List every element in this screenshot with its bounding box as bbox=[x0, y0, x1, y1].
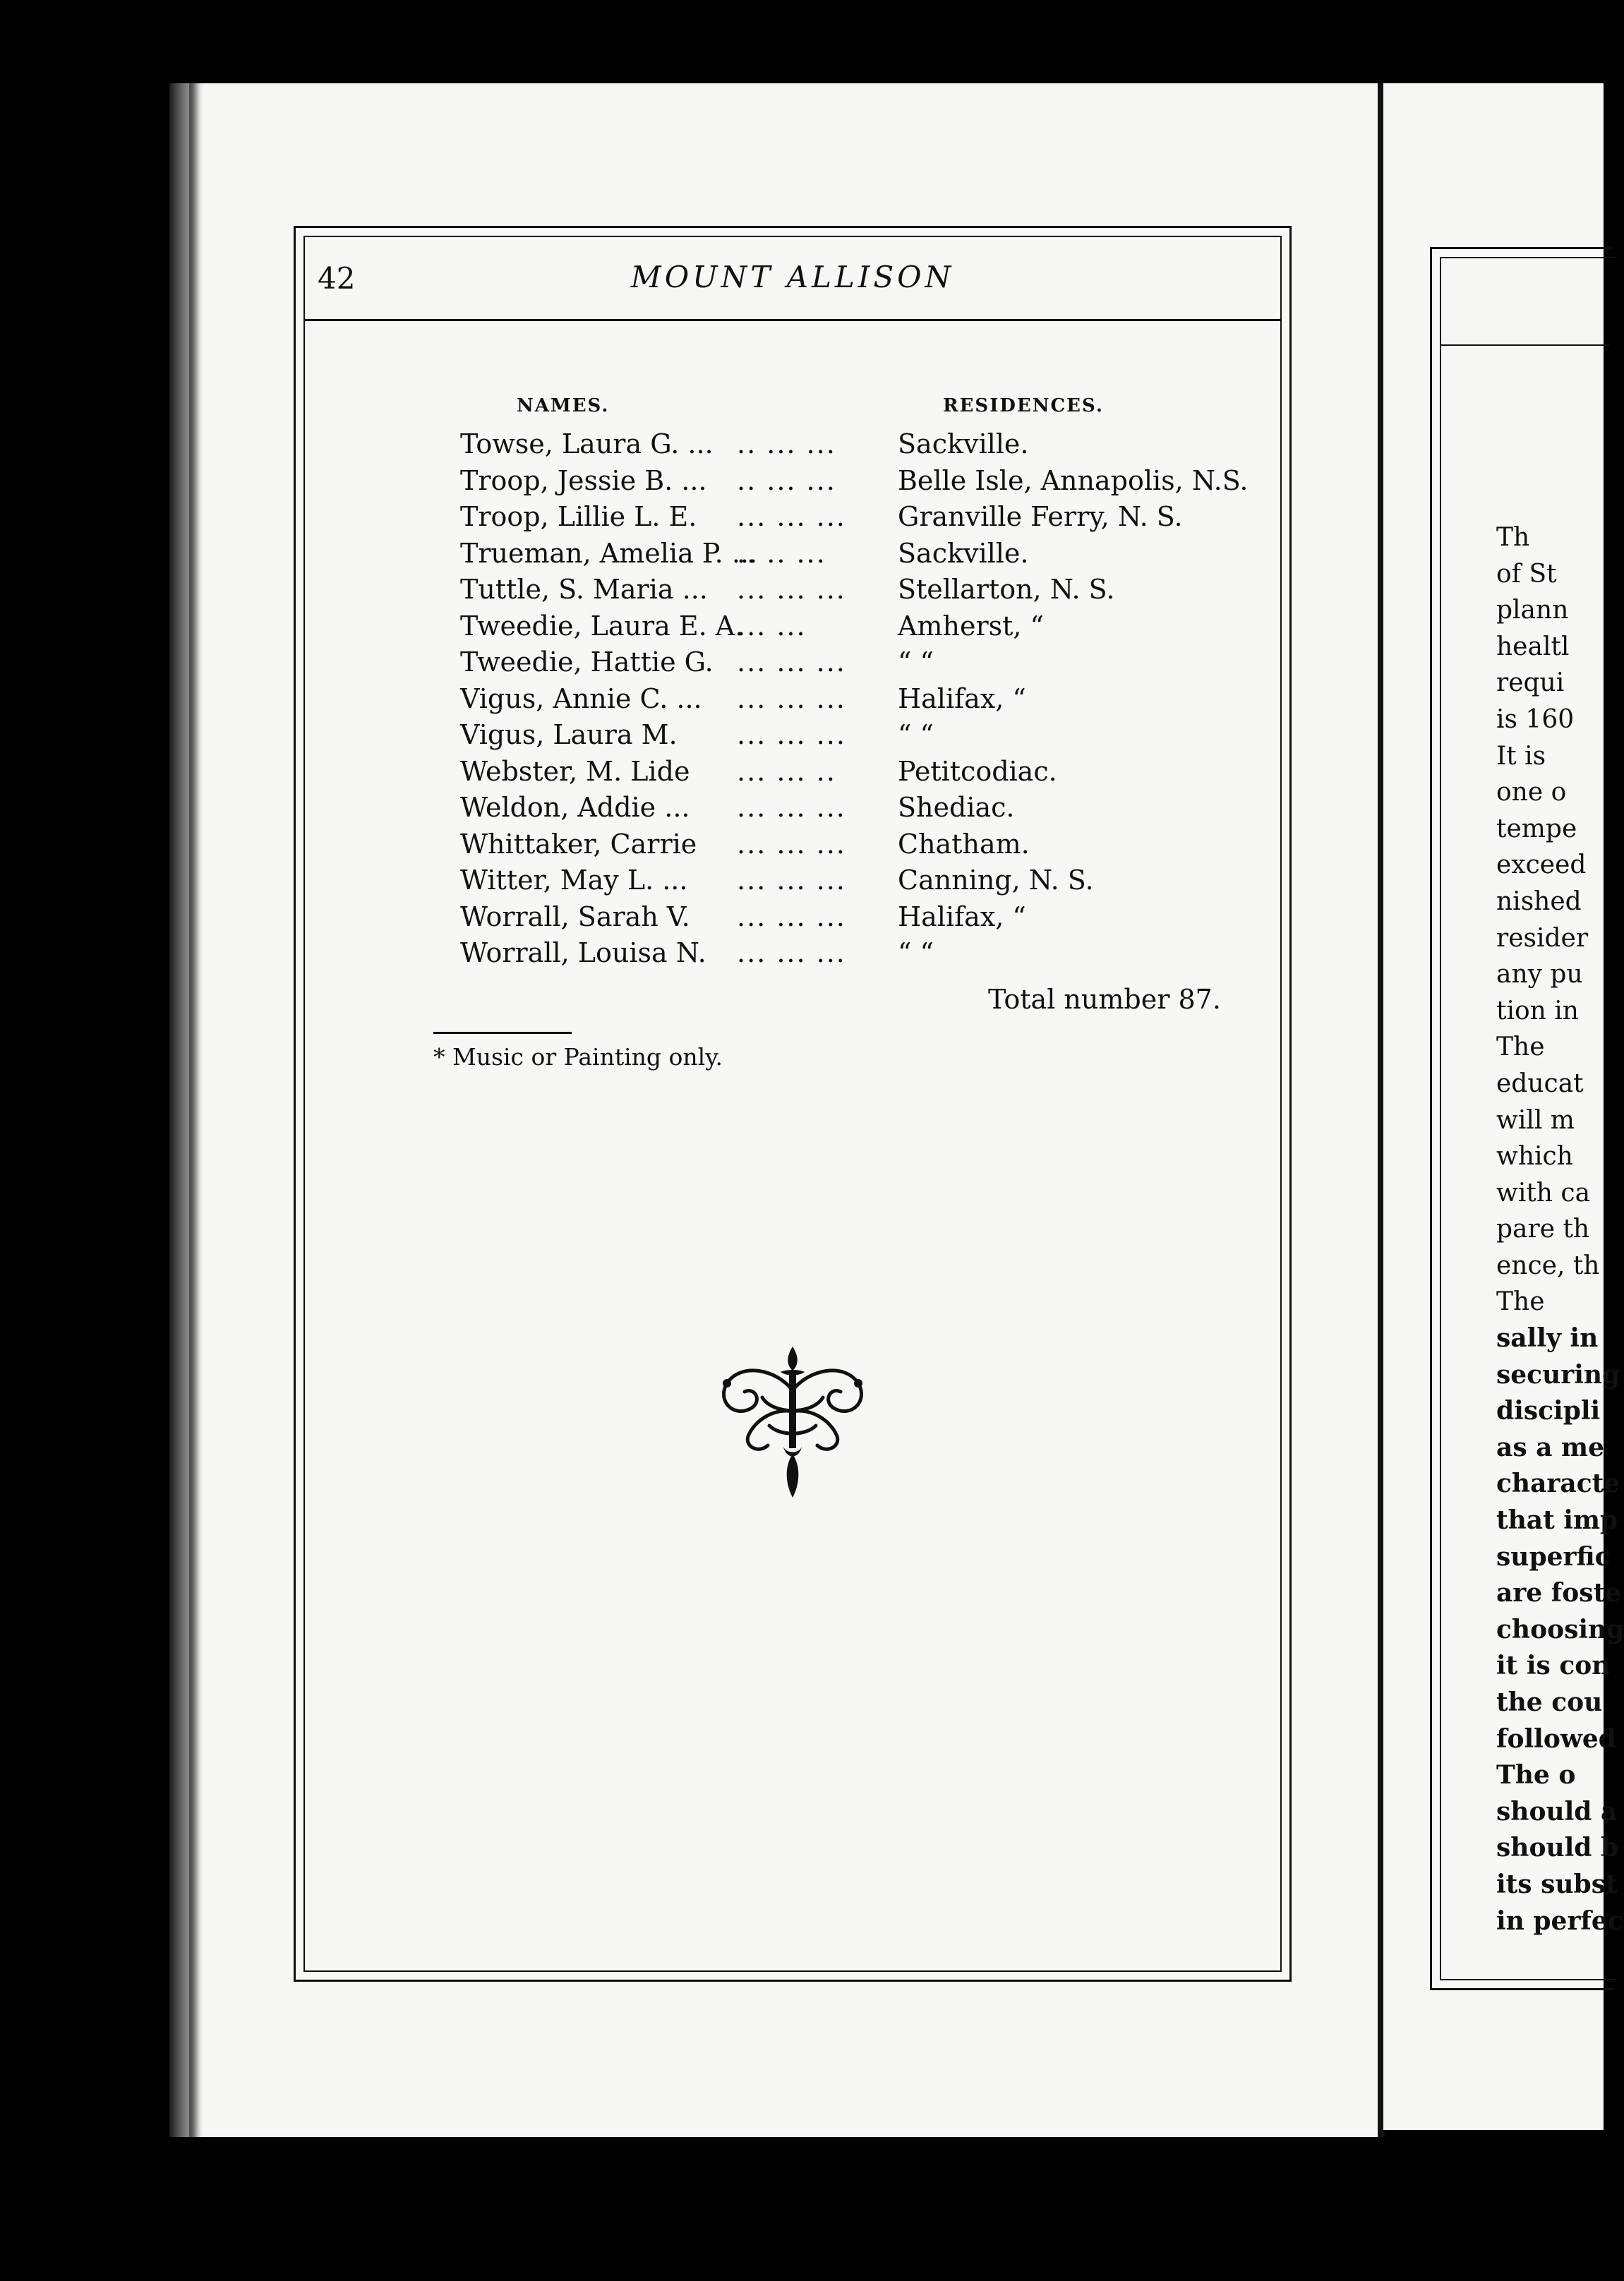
residence: Petitcodiac. bbox=[898, 755, 1057, 787]
student-list bbox=[460, 426, 1279, 972]
right-page-line: tempe bbox=[1496, 814, 1577, 843]
leader-dots: ... ... ... bbox=[737, 682, 846, 714]
table-row bbox=[460, 717, 1279, 754]
residence: “ “ bbox=[898, 719, 934, 750]
student-name: Troop, Jessie B. ... bbox=[460, 464, 707, 496]
right-page-line: The o bbox=[1496, 1760, 1576, 1791]
residences-column-header: RESIDENCES. bbox=[943, 395, 1104, 416]
residence: Halifax, “ bbox=[898, 682, 1026, 714]
fleuron-ornament-icon bbox=[713, 1341, 872, 1503]
table-row bbox=[460, 826, 1279, 863]
residence: Amherst, “ bbox=[898, 610, 1044, 642]
table-row bbox=[460, 499, 1279, 536]
leader-dots: ... ... ... bbox=[737, 792, 846, 823]
right-page-line: tion in bbox=[1496, 996, 1579, 1025]
table-row bbox=[460, 463, 1279, 500]
student-name: Trueman, Amelia P. ... bbox=[460, 537, 758, 569]
table-row bbox=[460, 935, 1279, 972]
student-name: Tweedie, Laura E. A. bbox=[460, 610, 744, 642]
right-page-line: discipli bbox=[1496, 1396, 1601, 1426]
table-row bbox=[460, 790, 1279, 826]
table-row bbox=[460, 644, 1279, 681]
leader-dots: ... ... ... bbox=[737, 501, 846, 532]
residence: “ “ bbox=[898, 937, 934, 968]
right-page-line: exceed bbox=[1496, 850, 1587, 880]
student-name: Whittaker, Carrie bbox=[460, 828, 697, 860]
right-page-line: it is con bbox=[1496, 1651, 1611, 1681]
right-page-line: will m bbox=[1496, 1105, 1575, 1135]
student-name: Vigus, Laura M. bbox=[460, 719, 678, 750]
right-page-line: sally in bbox=[1496, 1323, 1599, 1354]
student-name: Towse, Laura G. ... bbox=[460, 428, 714, 459]
residence: Shediac. bbox=[898, 792, 1015, 823]
table-row bbox=[460, 754, 1279, 790]
right-page-line: as a me bbox=[1496, 1432, 1604, 1462]
leader-dots: ... ... .. bbox=[737, 755, 836, 787]
right-page-line: one o bbox=[1496, 778, 1567, 807]
leader-dots: ... ... ... bbox=[737, 865, 846, 896]
right-page-line: The bbox=[1496, 1287, 1545, 1317]
residence: Canning, N. S. bbox=[898, 865, 1094, 896]
leader-dots: ... ... ... bbox=[737, 574, 846, 605]
right-page-text bbox=[1496, 519, 1624, 1939]
right-page-line: in perfec bbox=[1496, 1906, 1623, 1936]
table-row bbox=[460, 536, 1279, 572]
student-name: Worrall, Sarah V. bbox=[460, 901, 690, 932]
right-page-line: are foste bbox=[1496, 1578, 1622, 1608]
right-page-line: followed bbox=[1496, 1723, 1616, 1754]
right-page-line: characte bbox=[1496, 1469, 1620, 1499]
right-page-line: which bbox=[1496, 1142, 1573, 1172]
student-name: Weldon, Addie ... bbox=[460, 792, 690, 823]
student-name: Troop, Lillie L. E. bbox=[460, 501, 697, 532]
right-page-line: requi bbox=[1496, 668, 1565, 698]
right-page-line: superfic bbox=[1496, 1541, 1611, 1572]
right-page-line: Th bbox=[1496, 523, 1530, 552]
right-page-line: should a bbox=[1496, 1796, 1618, 1826]
student-name: Tweedie, Hattie G. bbox=[460, 646, 714, 678]
right-page-line: It is bbox=[1496, 741, 1546, 771]
residence: Halifax, “ bbox=[898, 901, 1026, 932]
residence: Sackville. bbox=[898, 428, 1029, 459]
names-column-header: NAMES. bbox=[517, 395, 610, 416]
leader-dots: ... ... bbox=[737, 610, 807, 642]
right-page-line: resider bbox=[1496, 923, 1589, 953]
leader-dots: ... ... ... bbox=[737, 937, 846, 968]
right-page-line: that imp bbox=[1496, 1505, 1618, 1536]
table-row bbox=[460, 426, 1279, 463]
right-page-line: nished bbox=[1496, 886, 1582, 916]
total-count: Total number 87. bbox=[988, 984, 1221, 1015]
right-page-line: healtl bbox=[1496, 632, 1570, 661]
right-page-line: any pu bbox=[1496, 960, 1583, 989]
right-page-line: should b bbox=[1496, 1833, 1619, 1863]
right-page-line: of St bbox=[1496, 559, 1557, 589]
table-row bbox=[460, 572, 1279, 608]
residence: Chatham. bbox=[898, 828, 1030, 860]
page-number: 42 bbox=[318, 261, 356, 296]
leader-dots: ... ... ... bbox=[737, 828, 846, 860]
student-name: Witter, May L. ... bbox=[460, 865, 688, 896]
leader-dots: .. ... ... bbox=[737, 428, 836, 459]
student-name: Webster, M. Lide bbox=[460, 755, 690, 787]
footnote: * Music or Painting only. bbox=[433, 1043, 723, 1071]
right-page-line: is 160 bbox=[1496, 704, 1575, 734]
student-name: Tuttle, S. Maria ... bbox=[460, 574, 708, 605]
student-name: Worrall, Louisa N. bbox=[460, 937, 706, 968]
footnote-rule bbox=[433, 1032, 572, 1034]
right-page-line: The bbox=[1496, 1033, 1545, 1062]
right-page-line: with ca bbox=[1496, 1178, 1591, 1208]
right-page-line: educat bbox=[1496, 1069, 1584, 1098]
residence: Granville Ferry, N. S. bbox=[898, 501, 1183, 532]
right-page-line: its subst bbox=[1496, 1869, 1618, 1899]
right-page-line: plann bbox=[1496, 596, 1569, 625]
right-page-line: the cou bbox=[1496, 1687, 1603, 1717]
right-page-line: securing bbox=[1496, 1359, 1620, 1390]
right-page-header-rule bbox=[1440, 344, 1609, 346]
running-head: MOUNT ALLISON bbox=[630, 260, 955, 294]
leader-dots: ... ... ... bbox=[737, 901, 846, 932]
table-row bbox=[460, 862, 1279, 899]
residence: Stellarton, N. S. bbox=[898, 574, 1115, 605]
right-page-line: pare th bbox=[1496, 1215, 1590, 1244]
student-name: Vigus, Annie C. ... bbox=[460, 682, 702, 714]
leader-dots: .. ... ... bbox=[737, 464, 836, 496]
header-rule bbox=[303, 319, 1282, 321]
leader-dots: ... ... ... bbox=[737, 719, 846, 750]
right-page-line: ence, th bbox=[1496, 1251, 1600, 1280]
leader-dots: .. .. ... bbox=[737, 537, 826, 569]
leader-dots: ... ... ... bbox=[737, 646, 846, 678]
right-page-line: choosing bbox=[1496, 1614, 1624, 1644]
residence: Sackville. bbox=[898, 537, 1029, 569]
residence: “ “ bbox=[898, 646, 934, 678]
residence: Belle Isle, Annapolis, N.S. bbox=[898, 464, 1249, 496]
table-row bbox=[460, 608, 1279, 645]
table-row bbox=[460, 681, 1279, 718]
table-row bbox=[460, 899, 1279, 936]
